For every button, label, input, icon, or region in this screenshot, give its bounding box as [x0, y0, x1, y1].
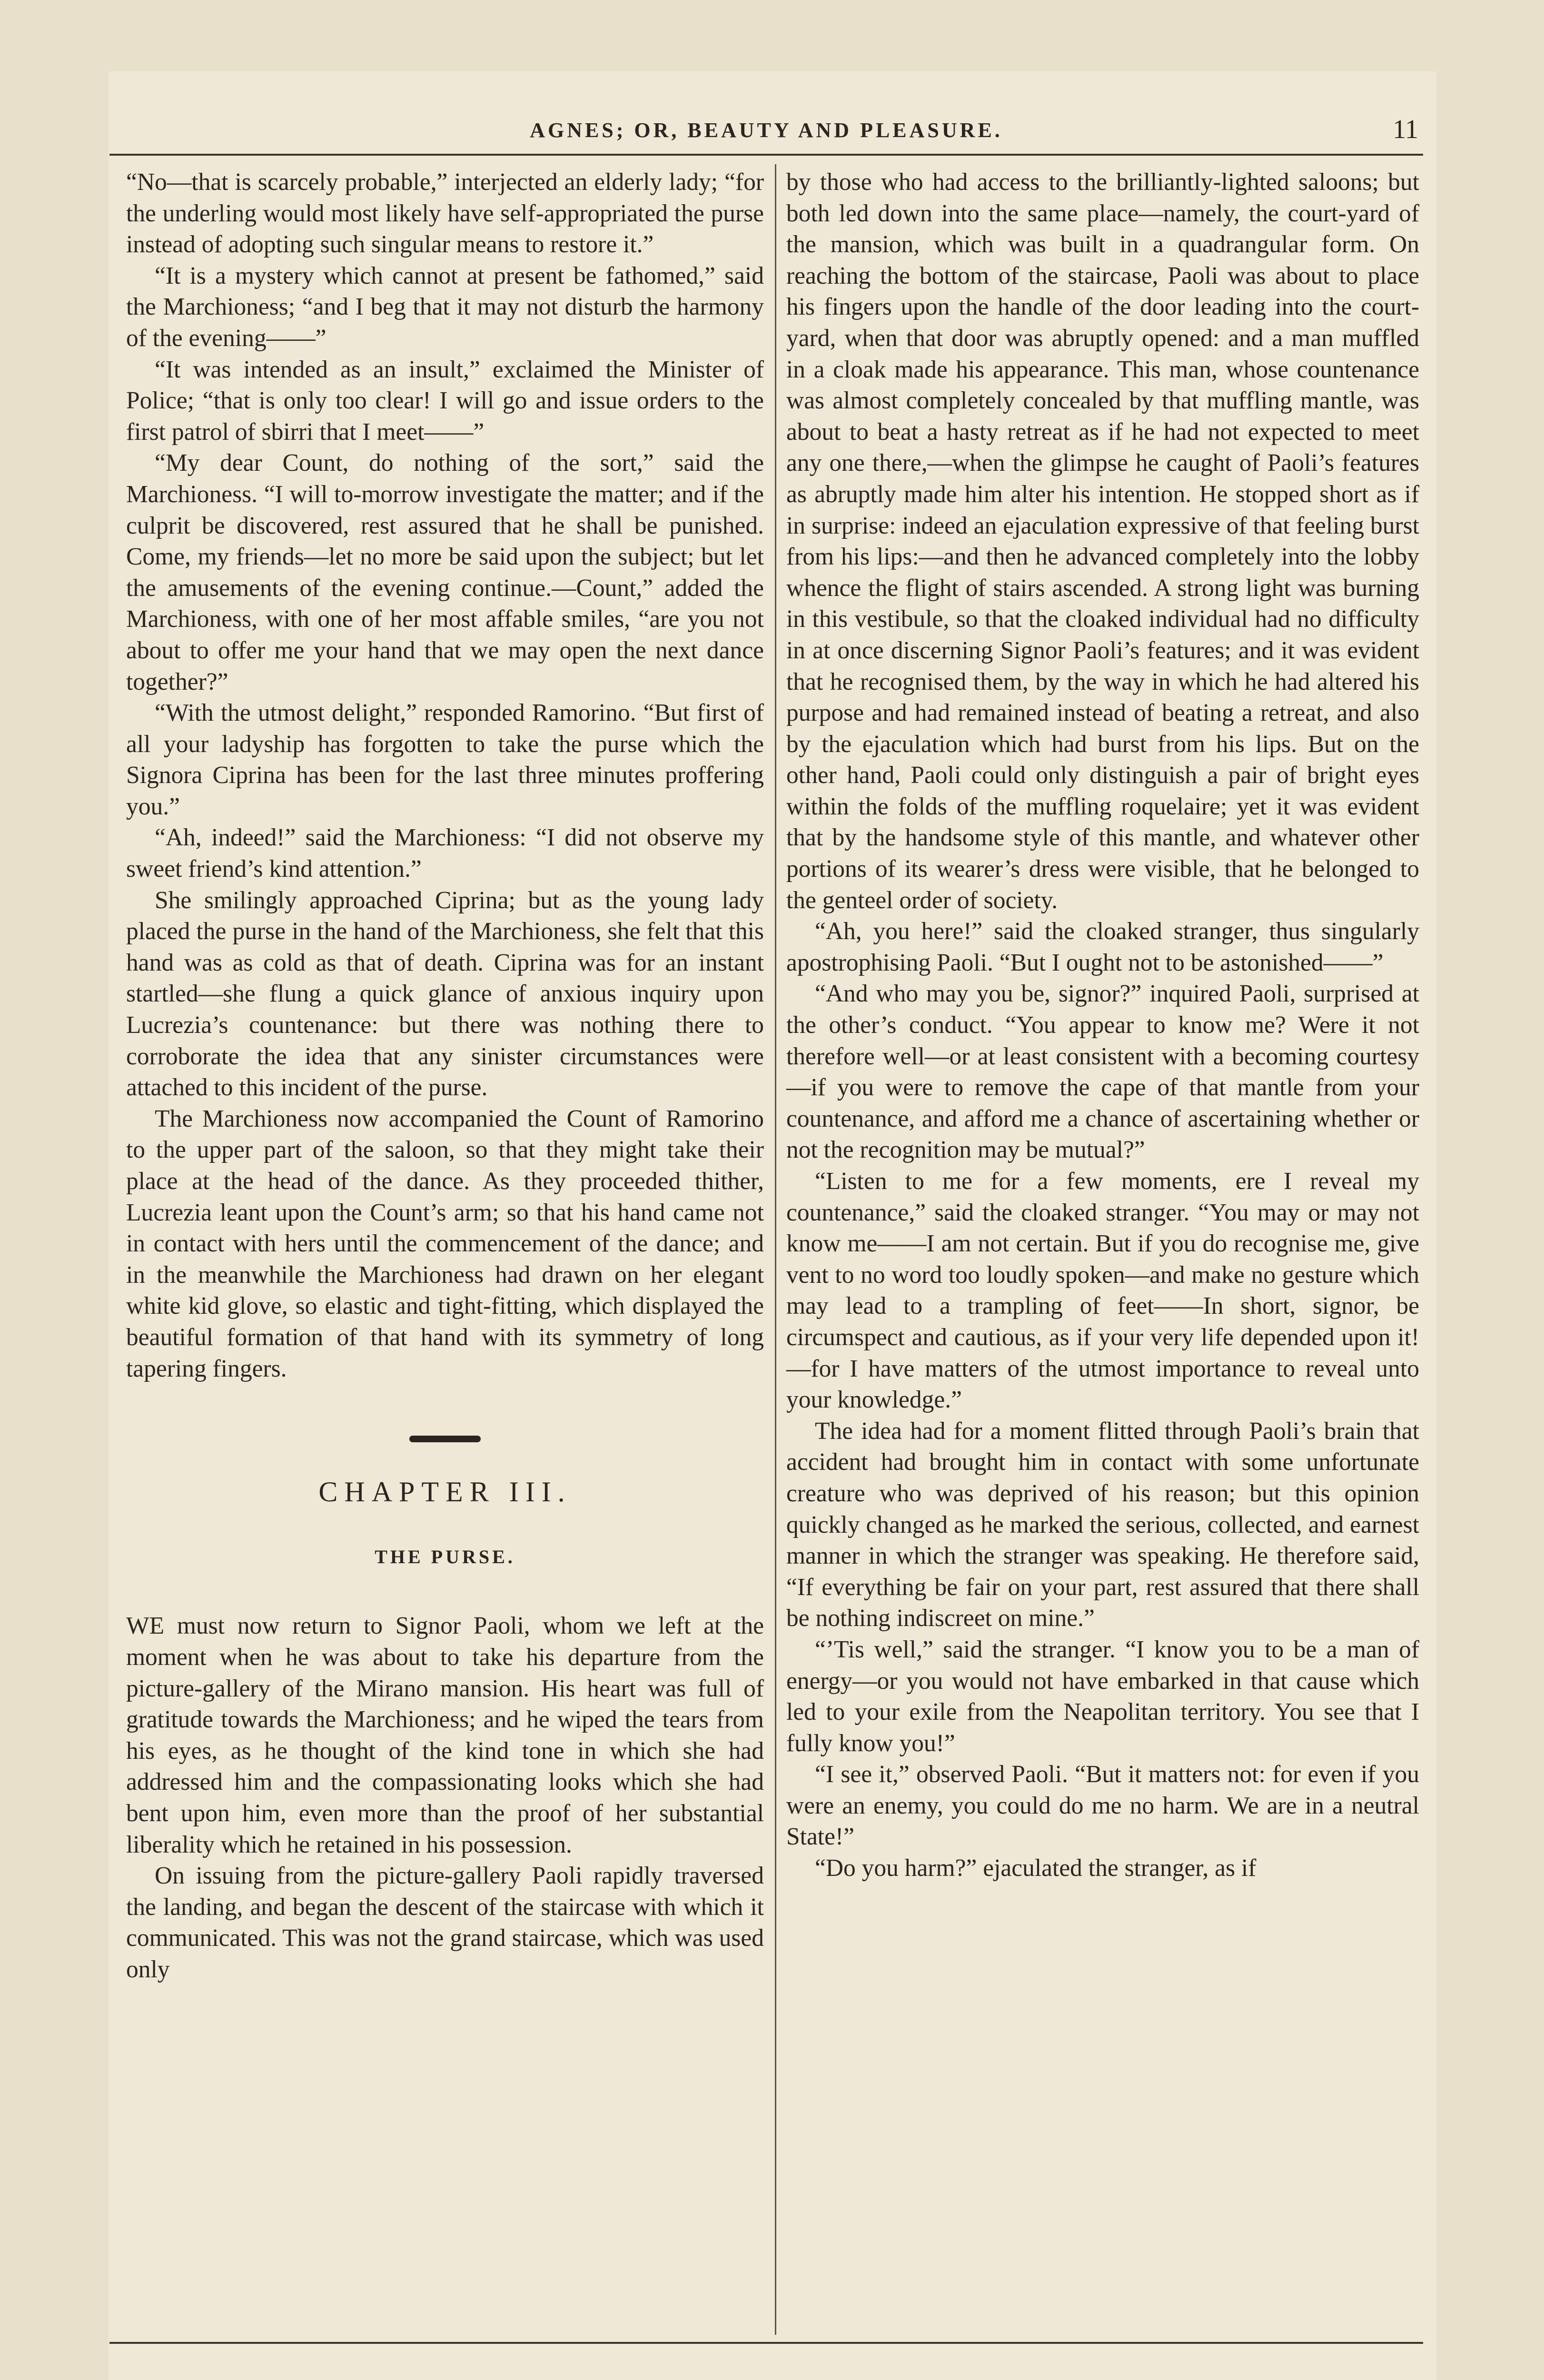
paragraph: The Marchioness now accompanied the Count of Ramorino to the upper part of the saloon, so that they might take their place at the head of the dance. As they proceeded thither, Lucrezia leant upon the Count’s arm; so that his hand came not in contact with hers until the commencement of the dance; and in the meanwhile the Marchioness had drawn on her elegant white kid glove, so elastic and tight-fitting, which displayed the beautiful formation of that hand with its symmetry of long tapering fingers.: [126, 1105, 764, 1382]
paragraph: “Do you harm?” ejaculated the stranger, as if: [815, 1854, 1257, 1882]
paragraph: by those who had access to the brilliantly-lighted saloons; but both led down into the same place—namely, the court-yard of the mansion, which was built in a quadrangular form. On reaching the bottom of the staircase, Paoli was about to place his fingers upon the handle of the door leading into the court-yard, when that door was abruptly opened: and a man muffled in a cloak made his appearance. This man, whose countenance was almost completely concealed by that muffling mantle, was about to beat a hasty retreat as if he had not expected to meet any one there,—when the glimpse he caught of Paoli’s features as abruptly made him alter his intention. He stopped short as if in surprise: indeed an ejaculation expressive of that feeling burst from his lips:—and then he advanced completely into the lobby whence the flight of stairs ascended. A strong light was burning in this vestibule, so that the cloaked individual had no difficulty in at once discerning Signor Paoli’s features; and it was evident that he recognised them, by the way in which he had altered his purpose and had remained instead of beating a retreat, and also by the ejaculation which had burst from his lips. But on the other hand, Paoli could only distinguish a pair of bright eyes within the folds of the muffling roquelaire; yet it was evident that by the handsome style of this mantle, and whatever other portions of its wearer’s dress were visible, that he belonged to the genteel order of society.: [786, 169, 1419, 914]
paragraph: “It is a mystery which cannot at present be fathomed,” said the Marchioness; “and I beg that it may not disturb the harmony of the evening——”: [126, 262, 764, 352]
paragraph: WE must now return to Signor Paoli, whom we left at the moment when he was about to take his departure from the picture-gallery of the Mirano mansion. His heart was full of gratitude towards the Marchioness; and he wiped the tears from his eyes, as he thought of the kind tone in which she had addressed him and the compassionating looks which she had bent upon him, even more than the proof of her substantial liberality which he retained in his possession.: [126, 1612, 764, 1858]
running-title: AGNES; OR, BEAUTY AND PLEASURE.: [530, 119, 1003, 142]
paragraph: “No—that is scarcely probable,” interjected an elderly lady; “for the underling would most likely have self-appropriated the purse instead of adopting such singular means to restore it.”: [126, 169, 764, 258]
column-divider: [775, 164, 776, 2335]
chapter-ornament-rule: [409, 1436, 481, 1442]
right-column: [786, 167, 1419, 1884]
chapter-heading: CHAPTER III.: [318, 1476, 572, 1508]
paragraph: On issuing from the picture-gallery Paoli rapidly traversed the landing, and began the descent of the staircase with which it communicated. This was not the grand staircase, which was used only: [126, 1862, 764, 1983]
paragraph: “Listen to me for a few moments, ere I reveal my countenance,” said the cloaked stranger. “You may or may not know me——I am not certain. But if you do recognise me, give vent to no word too loudly spoken—and make no gesture which may lead to a trampling of feet——In short, signor, be circumspect and cautious, as if your very life depended upon it!—for I have matters of the utmost importance to reveal unto your knowledge.”: [786, 1168, 1419, 1414]
paragraph: “I see it,” observed Paoli. “But it matters not: for even if you were an enemy, you could do me no harm. We are in a neutral State!”: [786, 1761, 1419, 1851]
paragraph: She smilingly approached Ciprina; but as the young lady placed the purse in the hand of the Marchioness, she felt that this hand was as cold as that of death. Ciprina was for an instant startled—she flung a quick glance of anxious inquiry upon Lucrezia’s countenance: but there was nothing there to corroborate the idea that any sinister circumstances were attached to this incident of the purse.: [126, 886, 764, 1101]
chapter-subtitle: THE PURSE.: [375, 1546, 515, 1567]
paragraph: “And who may you be, signor?” inquired Paoli, surprised at the other’s conduct. “You appear to know me? Were it not therefore well—or at least consistent with a becoming courtesy—if you were to remove the cape of that mantle from your countenance, and afford me a chance of ascertaining whether or not the recognition may be mutual?”: [786, 980, 1419, 1164]
left-column: [126, 167, 764, 1985]
paragraph: “With the utmost delight,” responded Ramorino. “But first of all your ladyship has forgotten to take the purse which the Signora Ciprina has been for the last three minutes proffering you.”: [126, 699, 764, 820]
paragraph: “Ah, you here!” said the cloaked stranger, thus singularly apostrophising Paoli. “But I ought not to be astonished——”: [786, 918, 1419, 976]
page-header: [109, 109, 1423, 156]
paragraph: The idea had for a moment flitted through Paoli’s brain that accident had brought him in contact with some unfortunate creature who was deprived of his reason; but this opinion quickly changed as he marked the serious, collected, and earnest manner in which the stranger was speaking. He therefore said, “If everything be fair on your part, rest assured that there shall be nothing indiscreet on mine.”: [786, 1417, 1419, 1632]
paragraph: “’Tis well,” said the stranger. “I know you to be a man of energy—or you would not have embarked in that cause which led to your exile from the Neapolitan territory. You see that I fully know you!”: [786, 1636, 1419, 1757]
bottom-rule: [109, 2342, 1423, 2344]
paragraph: “Ah, indeed!” said the Marchioness: “I did not observe my sweet friend’s kind attention.”: [126, 824, 764, 883]
page-number: 11: [1393, 115, 1418, 144]
paragraph: “My dear Count, do nothing of the sort,” said the Marchioness. “I will to-morrow investigate the matter; and if the culprit be discovered, rest assured that he shall be punished. Come, my friends—let no more be said upon the subject; but let the amusements of the evening continue.—Count,” added the Marchioness, with one of her most affable smiles, “are you not about to offer me your hand that we may open the next dance together?”: [126, 449, 764, 695]
paragraph: “It was intended as an insult,” exclaimed the Minister of Police; “that is only too clear! I will go and issue orders to the first patrol of sbirri that I meet——”: [126, 356, 764, 446]
